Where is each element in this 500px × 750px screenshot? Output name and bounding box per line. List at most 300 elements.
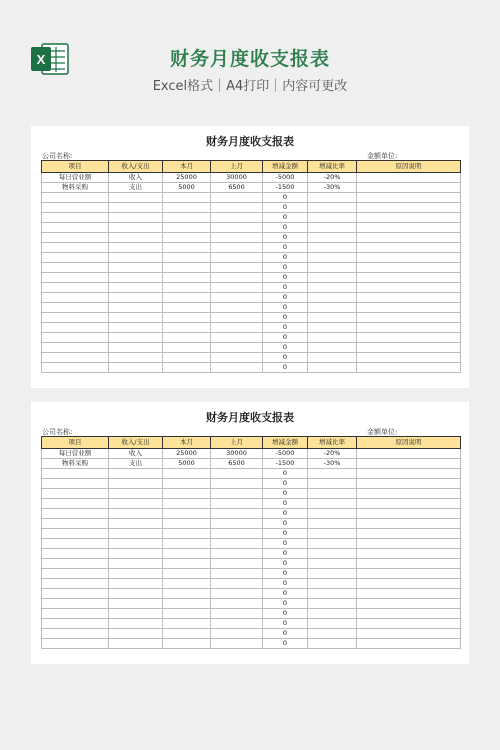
table-cell[interactable] — [163, 193, 211, 203]
table-cell[interactable] — [357, 639, 461, 649]
table-cell[interactable] — [308, 343, 357, 353]
table-cell[interactable] — [42, 313, 109, 323]
table-cell[interactable]: 0 — [263, 273, 308, 283]
table-cell[interactable]: 0 — [263, 353, 308, 363]
table-row — [42, 233, 461, 243]
table-cell[interactable] — [211, 559, 263, 569]
table-cell[interactable]: 0 — [263, 203, 308, 213]
table-cell[interactable] — [163, 529, 211, 539]
table-cell[interactable] — [109, 569, 163, 579]
column-header: 增减金额 — [263, 437, 308, 449]
table-cell[interactable] — [109, 193, 163, 203]
unit-label: 金额单位: — [367, 152, 398, 160]
table-cell[interactable] — [211, 303, 263, 313]
table-cell[interactable] — [163, 499, 211, 509]
table-cell[interactable] — [308, 489, 357, 499]
table-cell[interactable]: 0 — [263, 519, 308, 529]
table-cell[interactable] — [42, 273, 109, 283]
table-cell[interactable] — [357, 479, 461, 489]
table-cell[interactable]: -30% — [308, 459, 357, 469]
table-cell[interactable] — [211, 529, 263, 539]
table-cell[interactable] — [42, 263, 109, 273]
table-cell[interactable] — [357, 459, 461, 469]
table-cell[interactable]: 收入 — [109, 449, 163, 459]
table-row — [42, 559, 461, 569]
table-cell[interactable] — [163, 599, 211, 609]
table-cell[interactable] — [357, 509, 461, 519]
table-cell[interactable] — [42, 243, 109, 253]
table-cell[interactable] — [42, 509, 109, 519]
table-cell[interactable] — [308, 243, 357, 253]
table-cell[interactable]: 0 — [263, 479, 308, 489]
column-header: 项目 — [42, 161, 109, 173]
table-cell[interactable] — [163, 253, 211, 263]
table-cell[interactable] — [357, 489, 461, 499]
table-cell[interactable]: 0 — [263, 589, 308, 599]
table-cell[interactable] — [357, 589, 461, 599]
table-cell[interactable]: -20% — [308, 449, 357, 459]
table-cell[interactable]: 0 — [263, 213, 308, 223]
table-cell[interactable] — [163, 539, 211, 549]
table-cell[interactable]: 0 — [263, 243, 308, 253]
table-cell[interactable] — [42, 203, 109, 213]
table-cell[interactable]: 0 — [263, 489, 308, 499]
table-cell[interactable] — [42, 479, 109, 489]
table-cell[interactable] — [308, 629, 357, 639]
table-cell[interactable]: 0 — [263, 313, 308, 323]
table-cell[interactable] — [308, 353, 357, 363]
table-cell[interactable]: 0 — [263, 233, 308, 243]
table-cell[interactable] — [211, 539, 263, 549]
table-cell[interactable] — [109, 223, 163, 233]
table-cell[interactable] — [211, 263, 263, 273]
table-cell[interactable] — [308, 363, 357, 373]
table-cell[interactable]: 0 — [263, 263, 308, 273]
table-cell[interactable] — [163, 283, 211, 293]
table-cell[interactable]: 0 — [263, 579, 308, 589]
table-cell[interactable] — [42, 213, 109, 223]
table-cell[interactable]: 0 — [263, 323, 308, 333]
table-cell[interactable] — [42, 283, 109, 293]
table-cell[interactable] — [357, 579, 461, 589]
table-cell[interactable] — [211, 363, 263, 373]
table-cell[interactable] — [308, 479, 357, 489]
table-cell[interactable]: 6500 — [211, 183, 263, 193]
table-row — [42, 569, 461, 579]
table-cell[interactable]: 0 — [263, 639, 308, 649]
table-cell[interactable] — [308, 609, 357, 619]
table-cell[interactable] — [308, 559, 357, 569]
table-cell[interactable] — [109, 203, 163, 213]
table-cell[interactable] — [42, 619, 109, 629]
table-cell[interactable] — [109, 469, 163, 479]
table-cell[interactable]: 支出 — [109, 459, 163, 469]
table-cell[interactable] — [109, 619, 163, 629]
table-cell[interactable] — [163, 343, 211, 353]
table-cell[interactable] — [109, 479, 163, 489]
sheet-title: 财务月度收支报表 — [206, 135, 294, 148]
table-cell[interactable] — [211, 489, 263, 499]
table-cell[interactable] — [211, 283, 263, 293]
table-cell[interactable]: 0 — [263, 509, 308, 519]
table-cell[interactable]: 收入 — [109, 173, 163, 183]
table-cell[interactable] — [211, 223, 263, 233]
table-cell[interactable] — [42, 609, 109, 619]
table-cell[interactable] — [42, 343, 109, 353]
table-cell[interactable]: 0 — [263, 343, 308, 353]
table-cell[interactable] — [308, 293, 357, 303]
table-cell[interactable] — [357, 353, 461, 363]
table-cell[interactable] — [357, 363, 461, 373]
table-cell[interactable] — [308, 509, 357, 519]
table-cell[interactable] — [357, 609, 461, 619]
table-cell[interactable] — [308, 283, 357, 293]
table-cell[interactable] — [109, 283, 163, 293]
table-cell[interactable] — [42, 499, 109, 509]
table-cell[interactable]: 0 — [263, 619, 308, 629]
table-cell[interactable] — [308, 589, 357, 599]
table-cell[interactable] — [357, 499, 461, 509]
table-cell[interactable] — [109, 629, 163, 639]
table-cell[interactable] — [357, 549, 461, 559]
table-cell[interactable] — [211, 233, 263, 243]
table-cell[interactable] — [357, 619, 461, 629]
table-cell[interactable] — [308, 233, 357, 243]
table-cell[interactable] — [42, 559, 109, 569]
table-cell[interactable] — [211, 243, 263, 253]
table-cell[interactable] — [109, 599, 163, 609]
table-cell[interactable] — [109, 243, 163, 253]
table-cell[interactable] — [163, 353, 211, 363]
table-cell[interactable] — [357, 529, 461, 539]
table-cell[interactable]: 0 — [263, 293, 308, 303]
table-cell[interactable] — [211, 629, 263, 639]
table-row — [42, 283, 461, 293]
table-cell[interactable] — [308, 529, 357, 539]
table-cell[interactable] — [163, 519, 211, 529]
table-cell[interactable]: 0 — [263, 539, 308, 549]
table-cell[interactable] — [163, 559, 211, 569]
table-cell[interactable]: 5000 — [163, 183, 211, 193]
table-cell[interactable]: -20% — [308, 173, 357, 183]
table-cell[interactable] — [163, 619, 211, 629]
table-cell[interactable]: 0 — [263, 599, 308, 609]
table-cell[interactable] — [308, 193, 357, 203]
table-cell[interactable] — [42, 599, 109, 609]
table-cell[interactable] — [109, 323, 163, 333]
table-cell[interactable]: -1500 — [263, 183, 308, 193]
table-cell[interactable]: 0 — [263, 549, 308, 559]
table-cell[interactable] — [163, 303, 211, 313]
table-cell[interactable] — [357, 333, 461, 343]
table-cell[interactable] — [109, 263, 163, 273]
table-cell[interactable] — [109, 489, 163, 499]
table-cell[interactable] — [308, 213, 357, 223]
table-cell[interactable] — [109, 539, 163, 549]
table-cell[interactable]: 0 — [263, 333, 308, 343]
table-cell[interactable] — [357, 173, 461, 183]
table-cell[interactable] — [109, 233, 163, 243]
table-cell[interactable] — [109, 363, 163, 373]
table-cell[interactable] — [357, 253, 461, 263]
table-cell[interactable] — [357, 273, 461, 283]
table-cell[interactable]: 每日营业额 — [42, 449, 109, 459]
table-cell[interactable]: -30% — [308, 183, 357, 193]
table-cell[interactable] — [109, 313, 163, 323]
table-cell[interactable] — [211, 333, 263, 343]
table-cell[interactable] — [163, 213, 211, 223]
table-cell[interactable] — [211, 203, 263, 213]
table-cell[interactable] — [211, 343, 263, 353]
table-cell[interactable] — [163, 223, 211, 233]
table-cell[interactable] — [211, 479, 263, 489]
table-cell[interactable] — [109, 549, 163, 559]
table-cell[interactable]: 0 — [263, 469, 308, 479]
table-cell[interactable] — [42, 529, 109, 539]
table-cell[interactable] — [163, 549, 211, 559]
table-cell[interactable] — [163, 479, 211, 489]
table-row — [42, 489, 461, 499]
table-cell[interactable] — [42, 363, 109, 373]
table-cell[interactable] — [109, 609, 163, 619]
table-cell[interactable] — [308, 263, 357, 273]
table-cell[interactable]: 0 — [263, 303, 308, 313]
table-cell[interactable] — [308, 569, 357, 579]
table-cell[interactable] — [109, 639, 163, 649]
table-cell[interactable] — [308, 253, 357, 263]
table-cell[interactable] — [109, 303, 163, 313]
table-cell[interactable] — [357, 559, 461, 569]
table-cell[interactable] — [308, 273, 357, 283]
table-cell[interactable]: 5000 — [163, 459, 211, 469]
table-cell[interactable] — [163, 323, 211, 333]
sheet-title: 财务月度收支报表 — [206, 411, 294, 424]
table-cell[interactable] — [308, 579, 357, 589]
table-cell[interactable] — [308, 313, 357, 323]
table-cell[interactable] — [211, 253, 263, 263]
table-cell[interactable] — [163, 293, 211, 303]
table-cell[interactable] — [357, 519, 461, 529]
table-cell[interactable]: 0 — [263, 363, 308, 373]
table-cell[interactable] — [357, 323, 461, 333]
table-cell[interactable]: -1500 — [263, 459, 308, 469]
table-cell[interactable] — [163, 469, 211, 479]
table-cell[interactable] — [42, 303, 109, 313]
table-cell[interactable] — [308, 549, 357, 559]
table-cell[interactable] — [357, 233, 461, 243]
table-cell[interactable]: 0 — [263, 223, 308, 233]
table-cell[interactable]: 30000 — [211, 173, 263, 183]
table-cell[interactable] — [163, 333, 211, 343]
table-cell[interactable] — [42, 539, 109, 549]
table-cell[interactable]: 25000 — [163, 449, 211, 459]
table-cell[interactable] — [42, 569, 109, 579]
table-row — [42, 193, 461, 203]
table-cell[interactable] — [308, 619, 357, 629]
table-cell[interactable] — [42, 519, 109, 529]
table-cell[interactable] — [42, 579, 109, 589]
table-cell[interactable] — [42, 589, 109, 599]
table-cell[interactable] — [308, 599, 357, 609]
table-cell[interactable] — [211, 589, 263, 599]
table-cell[interactable]: 物料采购 — [42, 459, 109, 469]
table-cell[interactable] — [357, 313, 461, 323]
table-cell[interactable] — [211, 579, 263, 589]
table-cell[interactable] — [163, 489, 211, 499]
table-cell[interactable] — [211, 293, 263, 303]
table-cell[interactable]: 每日营业额 — [42, 173, 109, 183]
table-cell[interactable] — [109, 253, 163, 263]
table-cell[interactable] — [163, 273, 211, 283]
table-cell[interactable]: 6500 — [211, 459, 263, 469]
table-cell[interactable] — [308, 639, 357, 649]
table-cell[interactable] — [308, 333, 357, 343]
table-cell[interactable] — [42, 353, 109, 363]
table-cell[interactable]: -5000 — [263, 173, 308, 183]
table-cell[interactable] — [42, 639, 109, 649]
table-cell[interactable] — [211, 549, 263, 559]
table-cell[interactable] — [211, 213, 263, 223]
table-cell[interactable] — [109, 529, 163, 539]
table-cell[interactable] — [357, 193, 461, 203]
table-cell[interactable] — [357, 183, 461, 193]
table-cell[interactable] — [308, 499, 357, 509]
table-cell[interactable] — [163, 509, 211, 519]
table-cell[interactable]: 25000 — [163, 173, 211, 183]
table-cell[interactable]: 0 — [263, 193, 308, 203]
table-cell[interactable] — [109, 333, 163, 343]
table-cell[interactable] — [308, 223, 357, 233]
table-cell[interactable] — [42, 489, 109, 499]
table-cell[interactable] — [163, 569, 211, 579]
table-cell[interactable] — [357, 223, 461, 233]
table-cell[interactable] — [109, 519, 163, 529]
table-cell[interactable] — [357, 629, 461, 639]
table-cell[interactable] — [211, 509, 263, 519]
table-cell[interactable] — [42, 629, 109, 639]
table-cell[interactable]: 0 — [263, 253, 308, 263]
table-cell[interactable] — [308, 303, 357, 313]
table-cell[interactable]: 物料采购 — [42, 183, 109, 193]
table-cell[interactable] — [357, 569, 461, 579]
table-cell[interactable] — [357, 283, 461, 293]
table-cell[interactable] — [109, 353, 163, 363]
table-cell[interactable] — [109, 589, 163, 599]
table-cell[interactable] — [163, 263, 211, 273]
table-cell[interactable] — [357, 203, 461, 213]
table-row — [42, 639, 461, 649]
table-cell[interactable]: 0 — [263, 283, 308, 293]
table-cell[interactable] — [42, 293, 109, 303]
table-cell[interactable]: 0 — [263, 609, 308, 619]
table-cell[interactable] — [211, 609, 263, 619]
table-cell[interactable] — [211, 469, 263, 479]
table-row — [42, 213, 461, 223]
table-cell[interactable] — [163, 243, 211, 253]
table-cell[interactable]: 支出 — [109, 183, 163, 193]
table-cell[interactable] — [211, 619, 263, 629]
table-cell[interactable] — [308, 203, 357, 213]
table-row — [42, 273, 461, 283]
table-cell[interactable] — [357, 243, 461, 253]
table-cell[interactable] — [211, 599, 263, 609]
table-cell[interactable] — [109, 579, 163, 589]
table-cell[interactable] — [211, 353, 263, 363]
table-cell[interactable] — [308, 539, 357, 549]
table-cell[interactable]: 0 — [263, 529, 308, 539]
table-cell[interactable] — [211, 499, 263, 509]
table-cell[interactable] — [211, 193, 263, 203]
table-cell[interactable] — [357, 213, 461, 223]
table-cell[interactable] — [109, 273, 163, 283]
table-cell[interactable] — [211, 273, 263, 283]
table-cell[interactable] — [357, 263, 461, 273]
table-cell[interactable] — [163, 589, 211, 599]
table-cell[interactable] — [163, 639, 211, 649]
table-row — [42, 619, 461, 629]
table-cell[interactable] — [163, 203, 211, 213]
table-cell[interactable]: 0 — [263, 629, 308, 639]
table-cell[interactable] — [308, 519, 357, 529]
table-cell[interactable] — [109, 293, 163, 303]
table-row — [42, 223, 461, 233]
table-cell[interactable] — [163, 233, 211, 243]
table-cell[interactable] — [163, 629, 211, 639]
table-cell[interactable] — [109, 213, 163, 223]
table-cell[interactable] — [163, 363, 211, 373]
table-cell[interactable] — [211, 639, 263, 649]
table-cell[interactable]: 0 — [263, 499, 308, 509]
table-cell[interactable] — [42, 323, 109, 333]
table-cell[interactable] — [42, 223, 109, 233]
table-cell[interactable] — [42, 193, 109, 203]
table-cell[interactable] — [42, 469, 109, 479]
table-cell[interactable] — [211, 569, 263, 579]
report-table — [41, 436, 461, 649]
table-cell[interactable] — [163, 579, 211, 589]
table-cell[interactable]: -5000 — [263, 449, 308, 459]
table-cell[interactable] — [357, 293, 461, 303]
table-cell[interactable] — [109, 499, 163, 509]
column-header: 原因说明 — [357, 437, 461, 449]
table-cell[interactable] — [211, 323, 263, 333]
table-cell[interactable] — [308, 469, 357, 479]
table-cell[interactable] — [357, 303, 461, 313]
table-cell[interactable] — [357, 343, 461, 353]
table-cell[interactable] — [211, 519, 263, 529]
table-cell[interactable] — [109, 509, 163, 519]
table-cell[interactable]: 0 — [263, 559, 308, 569]
table-cell[interactable] — [357, 539, 461, 549]
table-cell[interactable] — [42, 253, 109, 263]
table-cell[interactable] — [357, 449, 461, 459]
table-cell[interactable] — [42, 233, 109, 243]
table-cell[interactable] — [308, 323, 357, 333]
table-row — [42, 449, 461, 459]
table-cell[interactable] — [163, 313, 211, 323]
table-cell[interactable] — [357, 599, 461, 609]
table-cell[interactable] — [109, 559, 163, 569]
table-cell[interactable]: 0 — [263, 569, 308, 579]
table-cell[interactable] — [163, 609, 211, 619]
table-cell[interactable] — [42, 333, 109, 343]
table-cell[interactable] — [42, 549, 109, 559]
table-cell[interactable]: 30000 — [211, 449, 263, 459]
table-cell[interactable] — [211, 313, 263, 323]
sheet-preview-1 — [31, 126, 469, 388]
table-cell[interactable] — [357, 469, 461, 479]
table-cell[interactable] — [109, 343, 163, 353]
